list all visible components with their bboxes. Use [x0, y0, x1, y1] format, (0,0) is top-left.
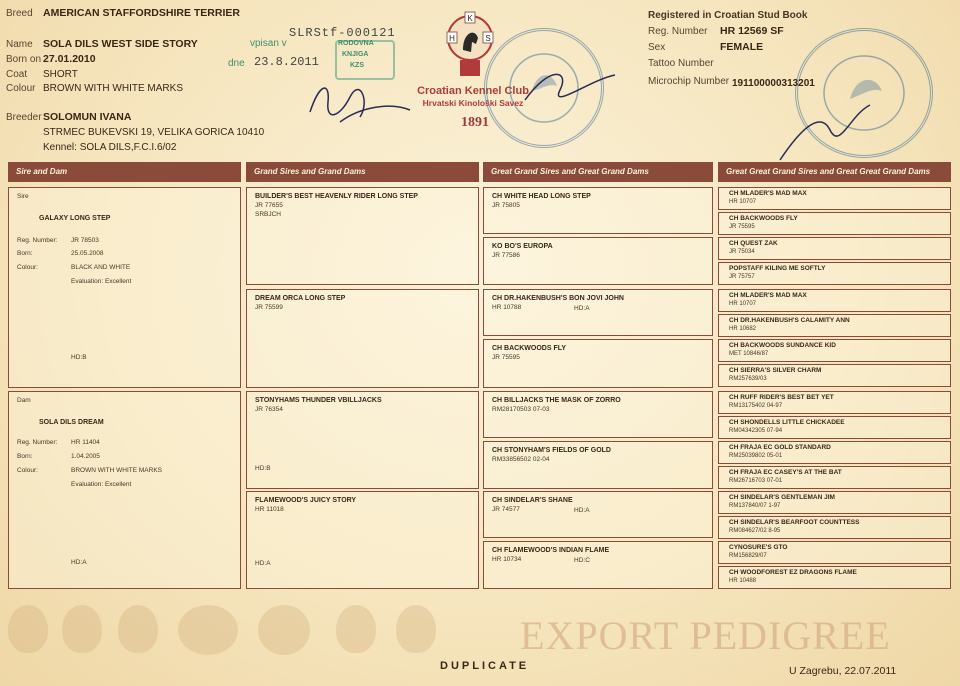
great-grandparent-cell — [483, 441, 713, 489]
footer-emblem-row — [0, 605, 460, 655]
dam-colour-label: Colour: — [17, 467, 38, 474]
dam-born-value: 1.04.2005 — [71, 453, 100, 460]
dam-name: SOLA DILS DREAM — [39, 419, 104, 426]
grandparent-name: FLAMEWOOD'S JUICY STORY — [255, 497, 357, 504]
ggg-reg: HR 10488 — [729, 578, 757, 584]
grandparent-cell — [246, 187, 479, 285]
ggg-reg: RM04342305 07-94 — [729, 428, 783, 434]
great-great-grandparent-cell — [718, 364, 951, 387]
stamp-kzs: KZS — [350, 62, 364, 69]
great-grandparent-reg: JR 75595 — [492, 354, 520, 361]
grandparent-name: DREAM ORCA LONG STEP — [255, 295, 346, 302]
great-grandparent-name: CH WHITE HEAD LONG STEP — [492, 193, 591, 200]
great-great-grandparent-cell — [718, 262, 951, 285]
logo-letter-s: S — [485, 34, 491, 43]
ggg-reg: JR 75757 — [729, 274, 755, 280]
kennel-value: Kennel: SOLA DILS,F.C.I.6/02 — [43, 142, 177, 153]
great-great-grandparent-cell — [718, 566, 951, 589]
issue-place-date: U Zagrebu, 22.07.2011 — [789, 665, 897, 677]
breeder-value: SOLOMUN IVANA — [43, 111, 132, 123]
ggg-name: CH DR.HAKENBUSH'S CALAMITY ANN — [729, 317, 850, 324]
seal-icon — [178, 605, 238, 655]
crest-icon — [336, 605, 376, 653]
born-label: Born on — [6, 54, 42, 65]
great-grandparent-reg: HR 10788 — [492, 304, 522, 311]
crest-icon — [8, 605, 48, 653]
ggg-reg: MET 10846/87 — [729, 351, 769, 357]
grandparent-reg: HR 11018 — [255, 506, 284, 513]
great-great-grandparent-cell — [718, 289, 951, 312]
great-grandparent-hd: HD:A — [574, 507, 590, 514]
ggg-reg: RM084627/02 8-95 — [729, 528, 781, 534]
signature-left — [300, 72, 420, 132]
sex-value: FEMALE — [720, 41, 764, 53]
great-grandparent-reg: RM33856502 02-04 — [492, 456, 550, 463]
dam-role-label: Dam — [17, 397, 31, 404]
ggg-name: CH MLADER'S MAD MAX — [729, 190, 807, 197]
crest-icon — [118, 605, 158, 653]
name-value: SOLA DILS WEST SIDE STORY — [43, 38, 198, 50]
ggg-reg: HR 10707 — [729, 199, 757, 205]
grandparent-cell — [246, 491, 479, 589]
great-great-grandparent-cell — [718, 416, 951, 439]
great-great-grandparent-cell — [718, 466, 951, 489]
club-year-badge: 1891 — [461, 115, 489, 130]
great-great-grandparent-cell — [718, 212, 951, 235]
duplicate-label: DUPLICATE — [440, 660, 530, 672]
born-value: 27.01.2010 — [43, 53, 96, 65]
great-grandparent-cell — [483, 391, 713, 438]
great-great-grandparent-cell — [718, 441, 951, 464]
logo-letter-k: K — [467, 14, 473, 23]
colour-value: BROWN WITH WHITE MARKS — [43, 83, 183, 94]
ggg-name: CH FRAJA EC CASEY'S AT THE BAT — [729, 469, 842, 476]
tattoo-label: Tattoo Number — [648, 58, 714, 69]
ggg-name: CH SIERRA'S SILVER CHARM — [729, 367, 822, 374]
name-label: Name — [6, 39, 33, 50]
coat-value: SHORT — [43, 69, 78, 80]
dam-reg-label: Reg. Number: — [17, 439, 58, 446]
column-header-parents: Sire and Dam — [8, 162, 241, 182]
great-grandparent-name: CH DR.HAKENBUSH'S BON JOVI JOHN — [492, 295, 624, 302]
great-grandparent-cell — [483, 289, 713, 336]
registration-details — [648, 8, 948, 108]
grandparent-cell — [246, 391, 479, 489]
column-header-great-grandparents: Great Grand Sires and Great Grand Dams — [483, 162, 713, 182]
ggg-name: CH MLADER'S MAD MAX — [729, 292, 807, 299]
great-grandparent-cell — [483, 237, 713, 285]
club-name: Croatian Kennel Club — [417, 85, 529, 97]
ggg-reg: JR 75595 — [729, 224, 755, 230]
great-great-grandparent-cell — [718, 516, 951, 539]
grandparent-name: BUILDER'S BEST HEAVENLY RIDER LONG STEP — [255, 193, 418, 200]
sire-colour-value: BLACK AND WHITE — [71, 264, 131, 271]
breed-value: AMERICAN STAFFORDSHIRE TERRIER — [43, 7, 240, 19]
sire-evaluation: Evaluation: Excellent — [71, 278, 132, 285]
dam-cell — [8, 391, 241, 589]
ggg-name: CH FRAJA EC GOLD STANDARD — [729, 444, 831, 451]
great-grandparent-cell — [483, 339, 713, 388]
grandparent-extra: SRBJCH — [255, 211, 282, 218]
logo-letter-h: H — [449, 34, 455, 43]
sire-role-label: Sire — [17, 193, 29, 200]
sire-reg-value: JR 78503 — [71, 237, 99, 244]
great-great-grandparent-cell — [718, 237, 951, 260]
great-grandparent-reg: JR 75805 — [492, 202, 520, 209]
ggg-name: CH SINDELAR'S BEARFOOT COUNTTESS — [729, 519, 860, 526]
great-grandparent-name: CH BILLJACKS THE MASK OF ZORRO — [492, 397, 621, 404]
dam-evaluation: Evaluation: Excellent — [71, 481, 132, 488]
grandparent-reg: JR 76354 — [255, 406, 283, 413]
sire-hd: HD:B — [71, 354, 87, 361]
registration-stamp-date: 23.8.2011 — [254, 55, 319, 69]
great-grandparent-name: CH SINDELAR'S SHANE — [492, 497, 573, 504]
great-grandparent-name: KO BO'S EUROPA — [492, 243, 553, 250]
stamp-dne: dne — [228, 58, 245, 69]
microchip-value: 191100000313201 — [732, 78, 815, 89]
signature-right — [770, 100, 880, 170]
breeder-label: Breeder — [6, 112, 42, 123]
export-pedigree-title: EXPORT PEDIGREE — [520, 613, 891, 658]
microchip-label: Microchip Number — [648, 76, 730, 87]
great-great-grandparent-cell — [718, 314, 951, 337]
great-grandparent-reg: JR 74577 — [492, 506, 520, 513]
grandparent-name: STONYHAMS THUNDER VBILLJACKS — [255, 397, 382, 404]
column-header-grandparents: Grand Sires and Grand Dams — [246, 162, 479, 182]
ggg-name: CYNOSURE'S GTO — [729, 544, 788, 551]
great-great-grandparent-cell — [718, 187, 951, 210]
breed-label: Breed — [6, 8, 33, 19]
grandparent-reg: JR 75599 — [255, 304, 283, 311]
ggg-name: CH SINDELAR'S GENTLEMAN JIM — [729, 494, 835, 501]
grandparent-hd: HD:B — [255, 465, 271, 472]
ggg-reg: HR 10707 — [729, 301, 757, 307]
dam-hd: HD:A — [71, 559, 87, 566]
ggg-name: CH WOODFOREST EZ DRAGONS FLAME — [729, 569, 857, 576]
great-grandparent-cell — [483, 491, 713, 538]
reg-number-value: HR 12569 SF — [720, 25, 784, 37]
stamp-vpisan: vpisan v — [250, 38, 287, 49]
ggg-name: CH BACKWOODS SUNDANCE KID — [729, 342, 836, 349]
ggg-reg: RM25039802 05-01 — [729, 453, 783, 459]
ggg-reg: RM156829/07 — [729, 553, 767, 559]
great-grandparent-name: CH BACKWOODS FLY — [492, 345, 567, 352]
sire-reg-label: Reg. Number: — [17, 237, 58, 244]
stamp-rodovna: RODOVNA — [338, 40, 374, 47]
great-grandparent-hd: HD:C — [574, 557, 590, 564]
ggg-name: CH BACKWOODS FLY — [729, 215, 798, 222]
dam-born-label: Born: — [17, 453, 33, 460]
signature-center — [520, 60, 620, 110]
great-grandparent-reg: HR 10734 — [492, 556, 522, 563]
sire-name: GALAXY LONG STEP — [39, 215, 111, 222]
ggg-name: POPSTAFF KILING ME SOFTLY — [729, 265, 826, 272]
great-grandparent-cell — [483, 541, 713, 589]
ggg-name: CH SHONDELLS LITTLE CHICKADEE — [729, 419, 845, 426]
great-grandparent-name: CH FLAMEWOOD'S INDIAN FLAME — [492, 547, 610, 554]
ggg-reg: RM26716703 07-01 — [729, 478, 783, 484]
crest-icon — [62, 605, 102, 653]
ggg-reg: RM257639/03 — [729, 376, 767, 382]
sire-born-label: Born: — [17, 250, 33, 257]
column-header-great-great-grandparents: Great Great Grand Sires and Great Great Grand Dams — [718, 162, 951, 182]
sire-cell — [8, 187, 241, 388]
great-grandparent-reg: JR 77586 — [492, 252, 520, 259]
ggg-name: CH RUFF RIDER'S BEST BET YET — [729, 394, 834, 401]
ggg-name: CH QUEST ZAK — [729, 240, 778, 247]
great-great-grandparent-cell — [718, 391, 951, 414]
sire-born-value: 25.05.2008 — [71, 250, 104, 257]
coat-label: Coat — [6, 69, 28, 80]
ggg-reg: JR 75034 — [729, 249, 755, 255]
grandparent-cell — [246, 289, 479, 388]
great-grandparent-reg: RM28170503 07-03 — [492, 406, 550, 413]
colour-label: Colour — [6, 83, 36, 94]
seal-icon — [258, 605, 310, 655]
great-grandparent-hd: HD:A — [574, 305, 590, 312]
sire-colour-label: Colour: — [17, 264, 38, 271]
great-great-grandparent-cell — [718, 541, 951, 564]
grandparent-hd: HD:A — [255, 560, 271, 567]
reg-number-label: Reg. Number — [648, 26, 708, 37]
ggg-reg: HR 10682 — [729, 326, 757, 332]
registration-title: Registered in Croatian Stud Book — [648, 10, 808, 21]
stamp-knjiga: KNJIGA — [342, 51, 369, 58]
great-grandparent-cell — [483, 187, 713, 234]
great-grandparent-name: CH STONYHAM'S FIELDS OF GOLD — [492, 447, 611, 454]
breeder-address: STRMEC BUKEVSKI 19, VELIKA GORICA 10410 — [43, 127, 265, 138]
dam-colour-value: BROWN WITH WHITE MARKS — [71, 467, 162, 474]
ggg-reg: RM137840/07 1-97 — [729, 503, 781, 509]
club-subtitle: Hrvatski Kinološki Savez — [422, 98, 524, 108]
crest-icon — [396, 605, 436, 653]
registration-stamp-code: SLRStf-000121 — [289, 26, 396, 40]
sex-label: Sex — [648, 42, 666, 53]
ggg-reg: RM13175402 04-97 — [729, 403, 783, 409]
dam-reg-value: HR 11404 — [71, 439, 100, 446]
grandparent-reg: JR 77655 — [255, 202, 283, 209]
great-great-grandparent-cell — [718, 491, 951, 514]
great-great-grandparent-cell — [718, 339, 951, 362]
